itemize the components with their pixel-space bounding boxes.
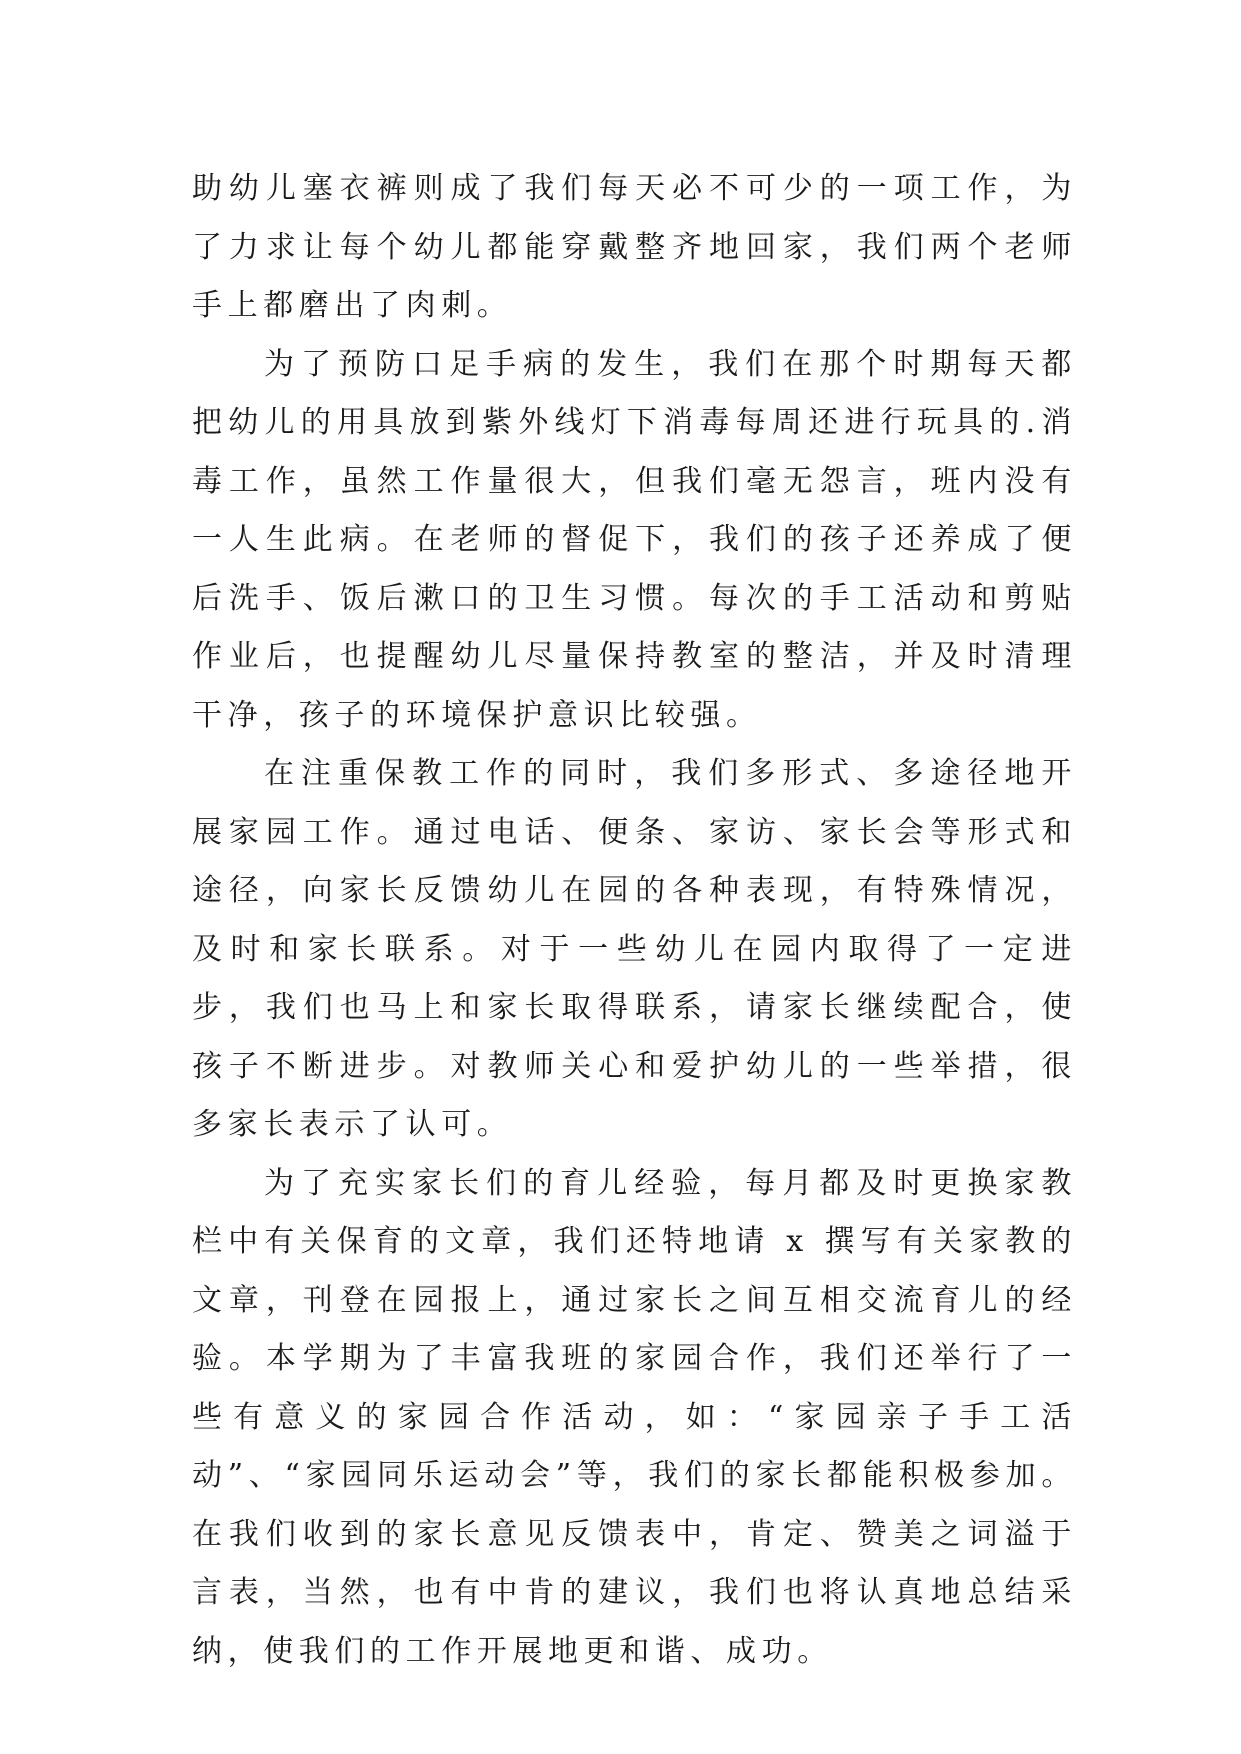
paragraph-4: 为了充实家长们的育儿经验，每月都及时更换家教栏中有关保育的文章，我们还特地请 x 撰写有关家教的文章，刊登在园报上，通过家长之间互相交流育儿的经验。本学期为了丰富我班的家园合作，我们还举行了一些有意义的家园合作活动，如：“家园亲子手工活动”、“家园同乐运动会”等，我们的家长都能积极参加。在我们收到的家长意见反馈表中，肯定、赞美之词溢于言表，当然，也有中肯的建议，我们也将认真地总结采纳，使我们的工作开展地更和谐、成功。 [192,1165,1077,1669]
document-body [192,160,1077,1681]
paragraph-2: 为了预防口足手病的发生，我们在那个时期每天都把幼儿的用具放到紫外线灯下消毒每周还进行玩具的.消毒工作，虽然工作量很大，但我们毫无怨言，班内没有一人生此病。在老师的督促下，我们的孩子还养成了便后洗手、饭后漱口的卫生习惯。每次的手工活动和剪贴作业后，也提醒幼儿尽量保持教室的整洁，并及时清理干净，孩子的环境保护意识比较强。 [192,346,1077,733]
paragraph-3: 在注重保教工作的同时，我们多形式、多途径地开展家园工作。通过电话、便条、家访、家长会等形式和途径，向家长反馈幼儿在园的各种表现，有特殊情况，及时和家长联系。对于一些幼儿在园内取得了一定进步，我们也马上和家长取得联系，请家长继续配合，使孩子不断进步。对教师关心和爱护幼儿的一些举措，很多家长表示了认可。 [192,756,1077,1142]
paragraph-1: 助幼儿塞衣裤则成了我们每天必不可少的一项工作，为了力求让每个幼儿都能穿戴整齐地回家，我们两个老师手上都磨出了肉刺。 [192,171,1077,323]
